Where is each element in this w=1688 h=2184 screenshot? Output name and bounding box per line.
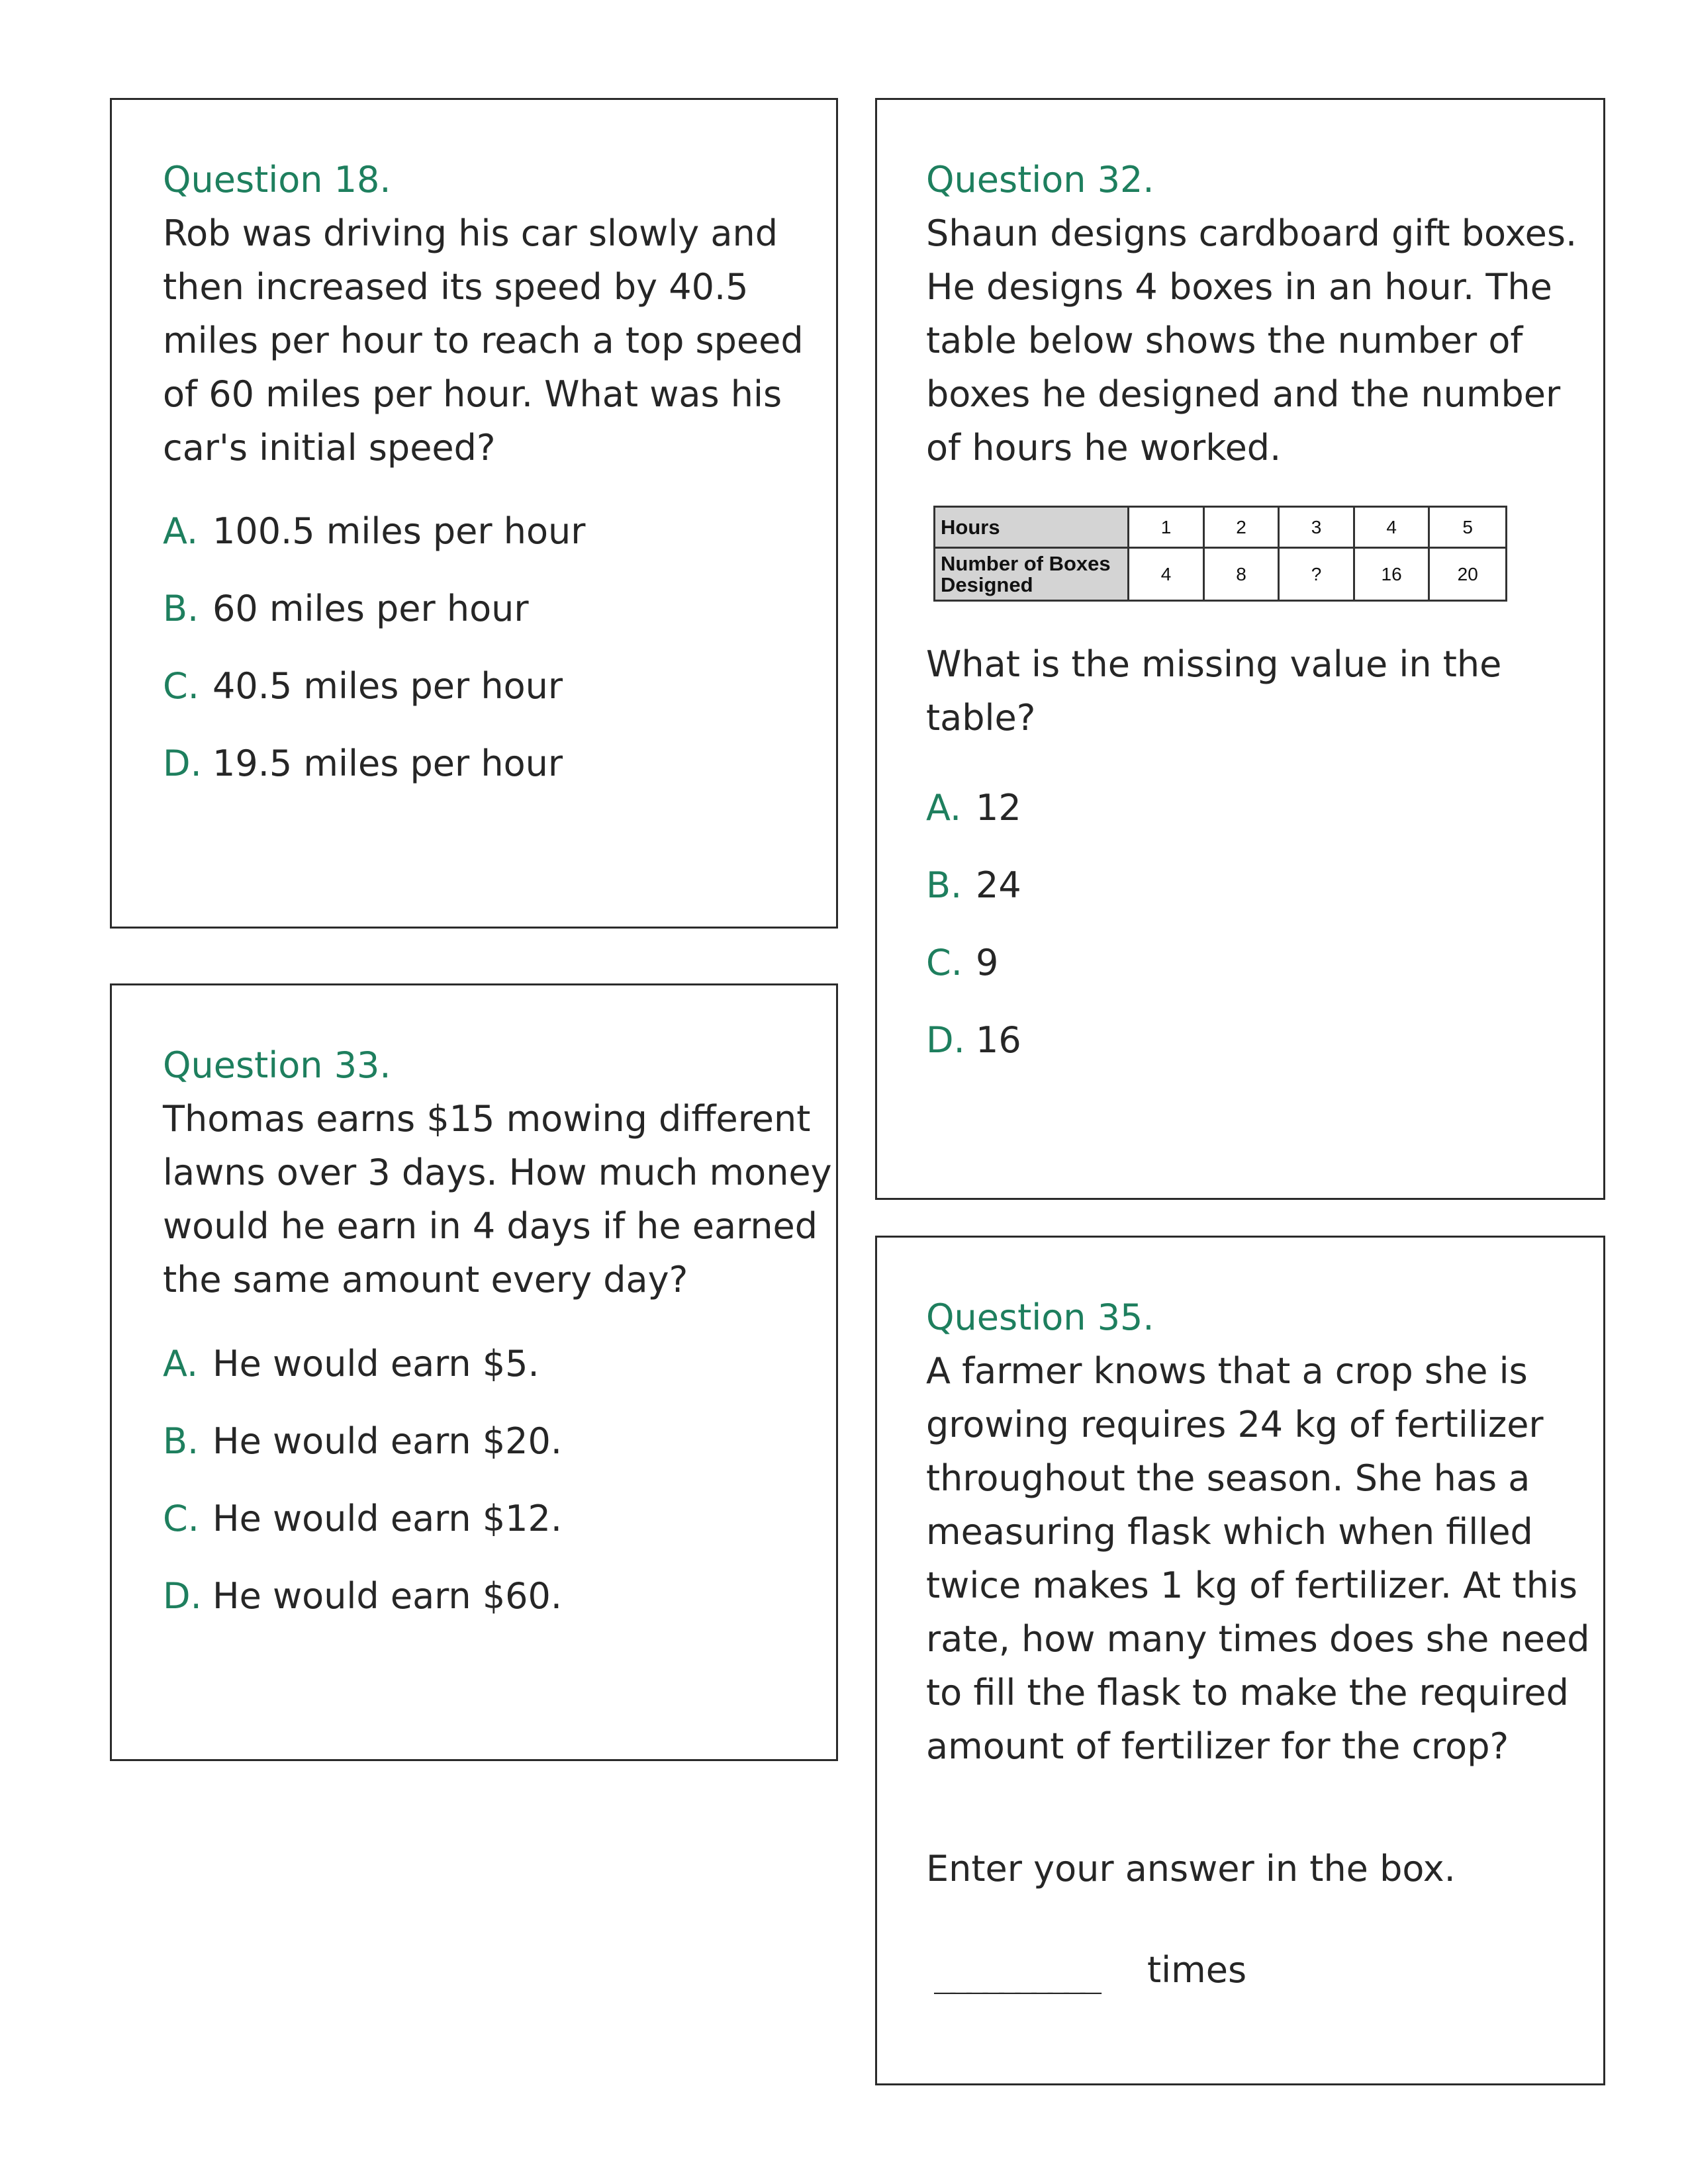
choice-letter: A. — [163, 1343, 199, 1385]
choice-text: 19.5 miles per hour — [212, 743, 563, 784]
table-cell: 8 — [1203, 548, 1279, 601]
choice-c[interactable] — [163, 1496, 562, 1542]
table-cell: 1 — [1129, 507, 1204, 548]
question-title: Question 32. — [926, 159, 1154, 201]
choice-text: He would earn $12. — [212, 1498, 563, 1539]
question-32-card — [875, 98, 1605, 1200]
text-line: measuring flask which when filled — [926, 1511, 1533, 1553]
question-33-card — [110, 983, 838, 1761]
text-line: rate, how many times does she need — [926, 1618, 1590, 1660]
text-line: He designs 4 boxes in an hour. The — [926, 266, 1552, 308]
text-line: What is the missing value in the — [926, 643, 1502, 685]
choice-text: 100.5 miles per hour — [212, 510, 586, 552]
text-line: then increased its speed by 40.5 — [163, 266, 749, 308]
choice-c[interactable] — [163, 663, 563, 709]
table-cell: 3 — [1279, 507, 1354, 548]
choice-letter: D. — [163, 1575, 202, 1617]
text-line: car's initial speed? — [163, 427, 496, 469]
question-text — [163, 1092, 832, 1306]
table-header-boxes — [935, 548, 1129, 601]
table-row — [935, 507, 1507, 548]
choice-c[interactable] — [926, 940, 998, 986]
choice-d[interactable] — [926, 1017, 1021, 1064]
text-line: A farmer knows that a crop she is — [926, 1350, 1528, 1392]
choice-text: He would earn $60. — [212, 1575, 563, 1617]
question-18-card — [110, 98, 838, 929]
question-text — [163, 206, 804, 475]
question-title: Question 18. — [163, 159, 391, 201]
question-text — [926, 206, 1577, 475]
table-header-line: Number of Boxes — [941, 551, 1111, 575]
choice-text: 9 — [976, 942, 999, 983]
choice-letter: C. — [926, 942, 962, 983]
choice-a[interactable] — [163, 508, 585, 555]
text-line: boxes he designed and the number — [926, 373, 1561, 415]
text-line: would he earn in 4 days if he earned — [163, 1205, 818, 1247]
table-cell: 4 — [1354, 507, 1429, 548]
choice-text: 60 miles per hour — [212, 588, 529, 629]
choice-b[interactable] — [926, 862, 1021, 909]
choice-letter: A. — [926, 787, 962, 829]
choice-text: 24 — [976, 864, 1021, 906]
choice-d[interactable] — [163, 1573, 562, 1619]
table-cell: 20 — [1429, 548, 1507, 601]
choice-letter: B. — [926, 864, 962, 906]
choice-d[interactable] — [163, 741, 563, 787]
answer-unit: times — [1147, 1949, 1247, 1991]
text-line: of 60 miles per hour. What was his — [163, 373, 782, 415]
answer-input[interactable]: __________ — [934, 1952, 1097, 1994]
choice-a[interactable] — [926, 785, 1021, 831]
text-line: growing requires 24 kg of fertilizer — [926, 1404, 1544, 1445]
question-title: Question 33. — [163, 1044, 391, 1086]
text-line: table? — [926, 697, 1036, 739]
choice-text: He would earn $5. — [212, 1343, 539, 1385]
text-line: twice makes 1 kg of fertilizer. At this — [926, 1565, 1578, 1606]
text-line: of hours he worked. — [926, 427, 1282, 469]
choice-text: 12 — [976, 787, 1021, 829]
table-header-hours: Hours — [935, 507, 1129, 548]
choice-a[interactable] — [163, 1341, 539, 1387]
table-cell: 16 — [1354, 548, 1429, 601]
choice-letter: C. — [163, 665, 199, 707]
question-text — [926, 1344, 1589, 1773]
table-cell: 2 — [1203, 507, 1279, 548]
text-line: amount of fertilizer for the crop? — [926, 1725, 1509, 1767]
question-prompt — [926, 637, 1501, 745]
text-line: to fill the flask to make the required — [926, 1672, 1569, 1713]
choice-letter: B. — [163, 1420, 199, 1462]
choice-letter: D. — [926, 1019, 965, 1061]
choice-b[interactable] — [163, 1418, 562, 1465]
question-title: Question 35. — [926, 1297, 1154, 1338]
choice-letter: B. — [163, 588, 199, 629]
choice-letter: A. — [163, 510, 199, 552]
question-35-card — [875, 1236, 1605, 2085]
text-line: Thomas earns $15 mowing different — [163, 1098, 811, 1140]
text-line: miles per hour to reach a top speed — [163, 320, 804, 361]
table-cell: 4 — [1129, 548, 1204, 601]
choice-text: 40.5 miles per hour — [212, 665, 563, 707]
choice-letter: C. — [163, 1498, 199, 1539]
text-line: lawns over 3 days. How much money — [163, 1152, 832, 1193]
choice-text: He would earn $20. — [212, 1420, 563, 1462]
text-line: throughout the season. She has a — [926, 1457, 1530, 1499]
choice-letter: D. — [163, 743, 202, 784]
text-line: the same amount every day? — [163, 1259, 688, 1300]
choice-text: 16 — [976, 1019, 1021, 1061]
table-header-line: Designed — [941, 572, 1033, 596]
choice-b[interactable] — [163, 586, 529, 632]
table-cell: ? — [1279, 548, 1354, 601]
text-line: Shaun designs cardboard gift boxes. — [926, 212, 1577, 254]
text-line: table below shows the number of — [926, 320, 1523, 361]
text-line: Rob was driving his car slowly and — [163, 212, 778, 254]
table-row — [935, 548, 1507, 601]
answer-instruction: Enter your answer in the box. — [926, 1848, 1456, 1889]
hours-boxes-table — [933, 506, 1507, 602]
table-cell: 5 — [1429, 507, 1507, 548]
